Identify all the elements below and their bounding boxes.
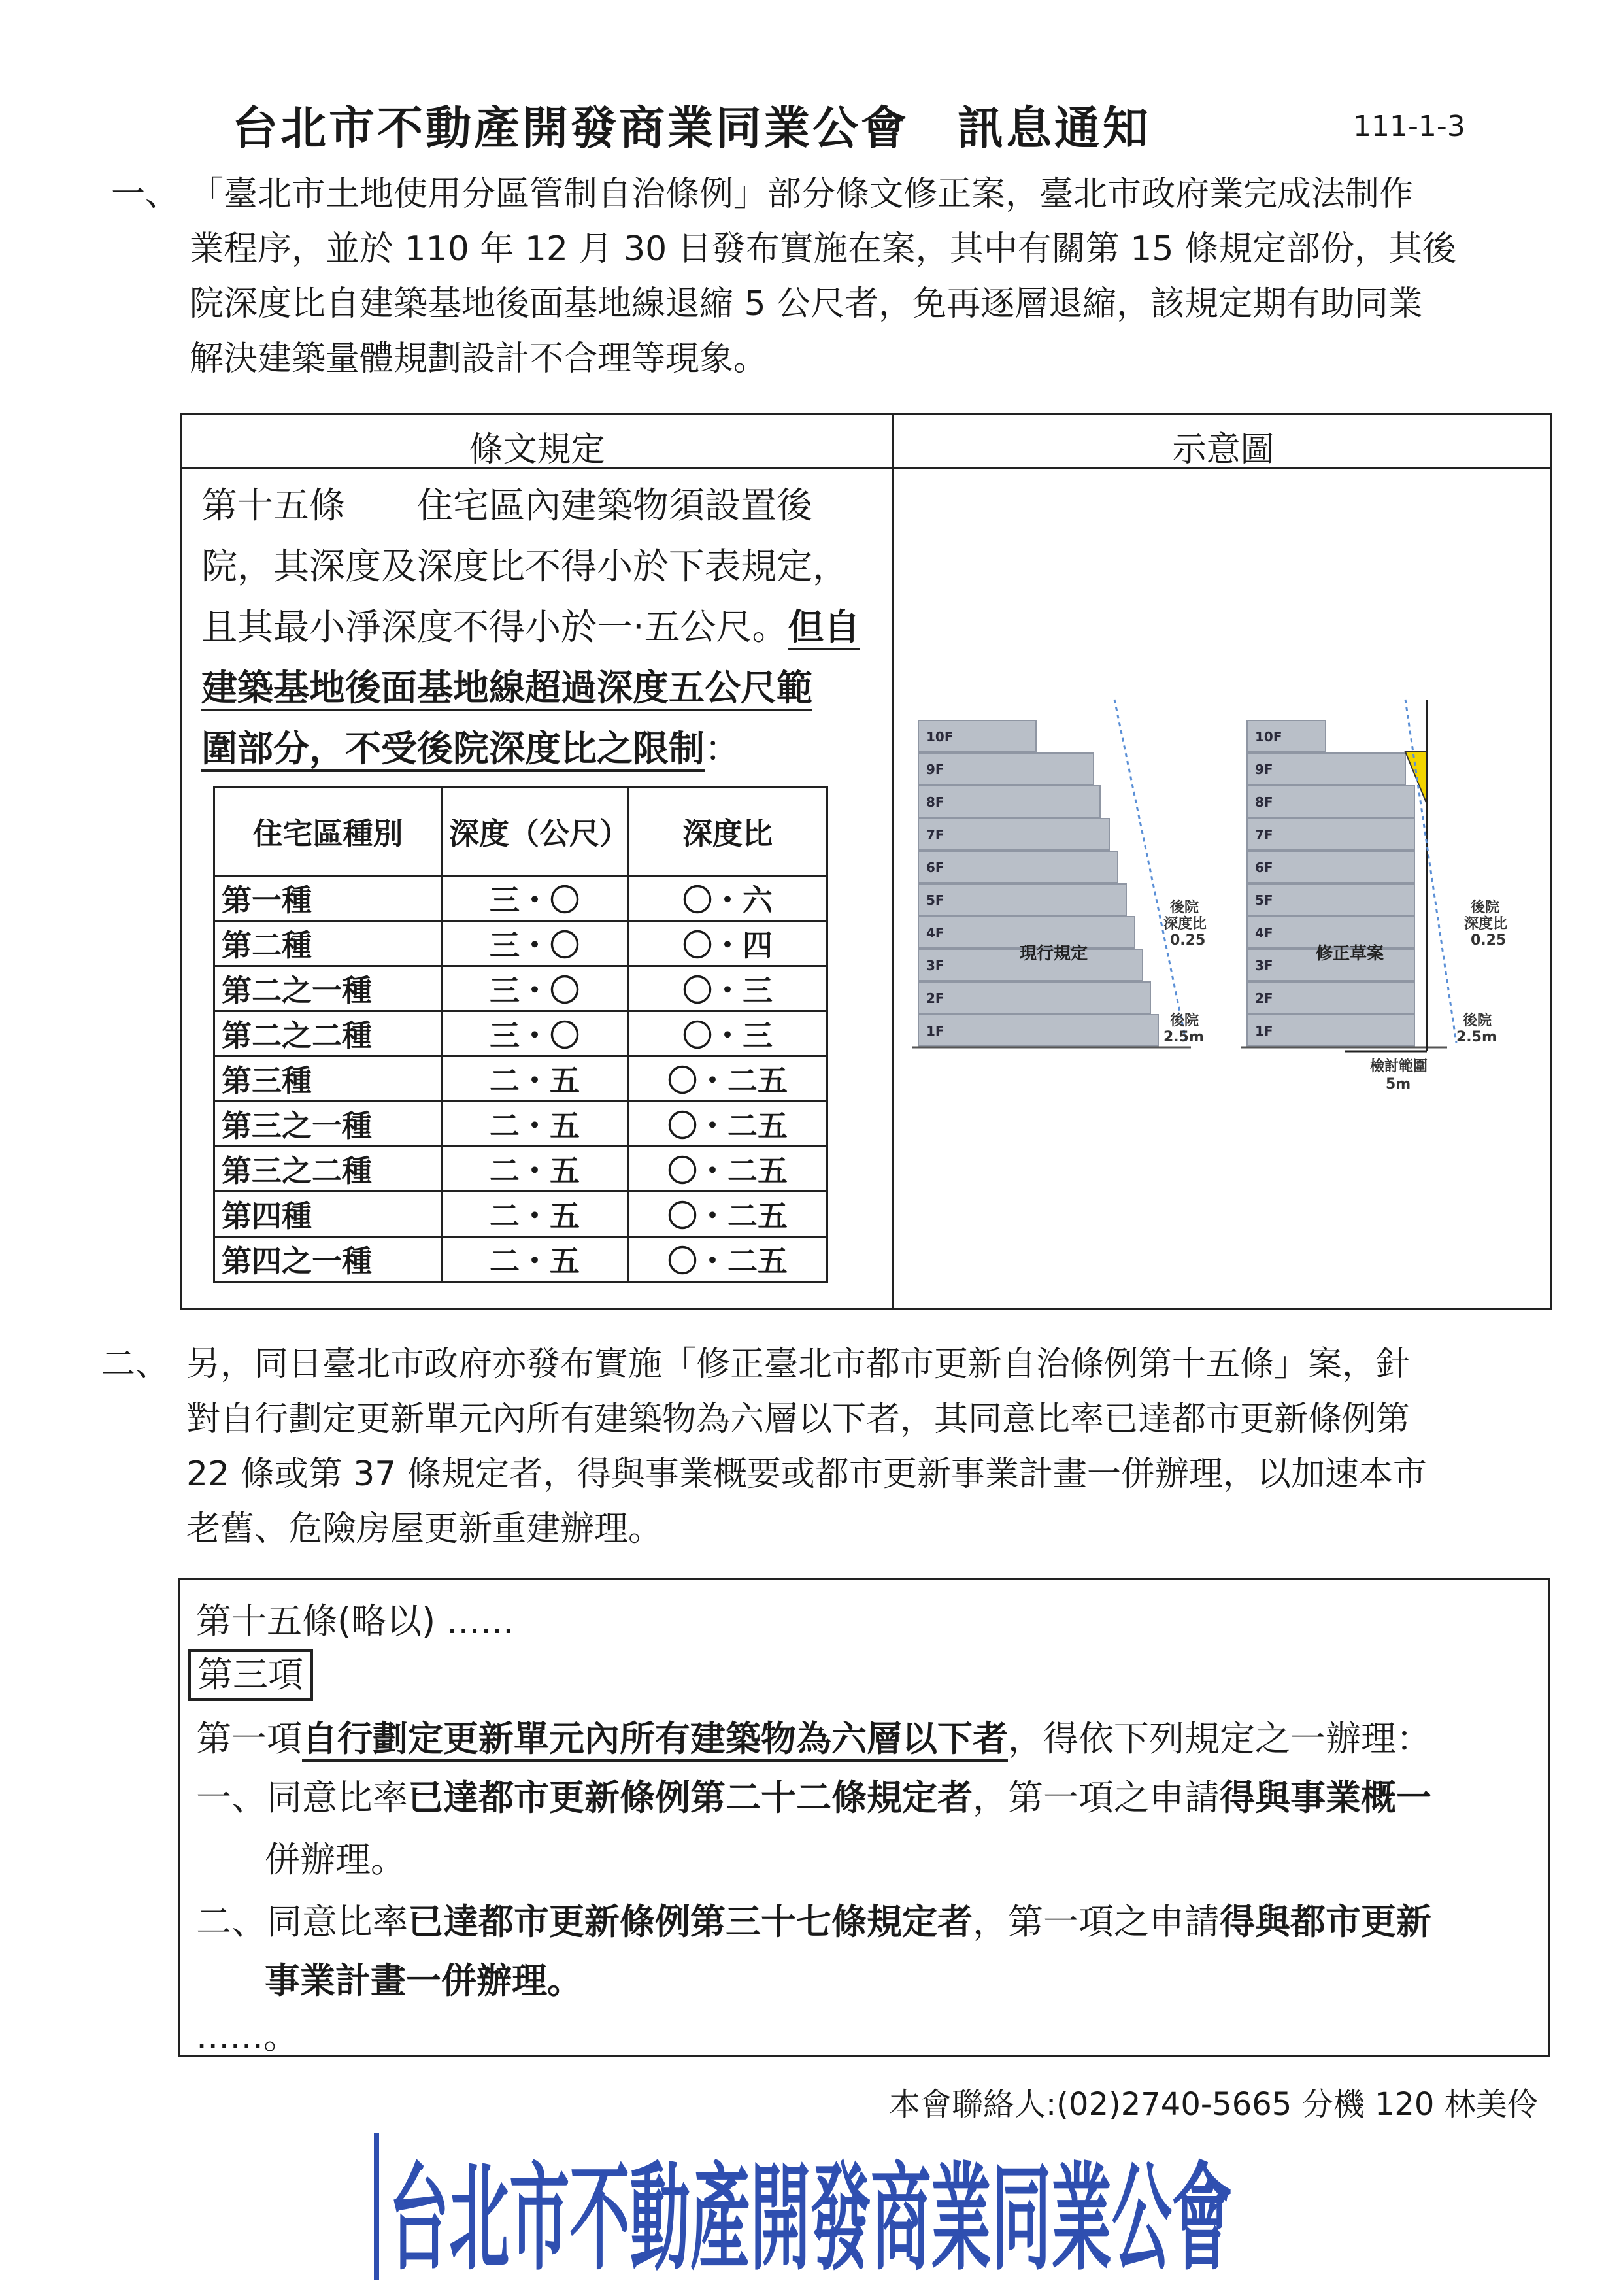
- zone-ratio: 〇・二五: [628, 1147, 827, 1192]
- floor-label: 2F: [1255, 990, 1273, 1006]
- floor-blocks: [912, 720, 1191, 1047]
- zone-type: 第三種: [214, 1056, 442, 1102]
- ratio-label: 深度比: [1464, 916, 1508, 932]
- floor-block: [918, 819, 1109, 850]
- zone-depth: 三・〇: [442, 966, 628, 1011]
- zone-depth: 三・〇: [442, 1011, 628, 1056]
- article-plain: ：: [705, 728, 741, 769]
- depth-value: 2.5m: [1163, 1029, 1204, 1045]
- article-line: [201, 597, 860, 658]
- box-line: [188, 1649, 313, 1701]
- section-2-number: 二、: [101, 1345, 170, 1384]
- zone-depth: 三・〇: [442, 921, 628, 966]
- contact-person: 本會聯絡人:(02)2740-5665 分機 120 林美伶: [889, 2086, 1539, 2123]
- document-title: 台北市不動產開發商業同業公會 訊息通知: [232, 101, 1151, 155]
- box-emphasis: 得與事業概一: [1220, 1777, 1431, 1818]
- floor-block: [918, 753, 1094, 785]
- article-emphasis: 建築基地後面基地線超過深度五公尺範: [201, 667, 812, 711]
- box-line: ......。: [196, 2016, 299, 2057]
- article-emphasis: 但自: [788, 606, 860, 650]
- floor-block: [918, 851, 1118, 883]
- box-emphasis: 已達都市更新條例第三十七條規定者: [408, 1901, 973, 1942]
- zone-depth-table: [213, 786, 828, 1283]
- floor-block: [918, 884, 1126, 915]
- table-row: [214, 1011, 827, 1056]
- zone-ratio: 〇・二五: [628, 1192, 827, 1237]
- urban-renewal-article-box: [178, 1578, 1550, 2057]
- zone-type: 第三之二種: [214, 1147, 442, 1192]
- zone-header-type: 住宅區種別: [214, 788, 442, 876]
- floor-block: [918, 917, 1135, 948]
- article-line: 第十五條 住宅區內建築物須設置後: [201, 484, 813, 526]
- zone-depth: 二・五: [442, 1147, 628, 1192]
- table-row: [214, 876, 827, 921]
- floor-label: 1F: [1255, 1023, 1273, 1039]
- floor-label: 4F: [1255, 925, 1273, 941]
- section-1-line: 解決建築量體規劃設計不合理等現象。: [190, 339, 768, 379]
- association-stamp: [366, 2118, 1242, 2293]
- zone-depth: 二・五: [442, 1237, 628, 1282]
- box-line: [196, 1711, 1431, 1761]
- zone-header-depth: 深度（公尺）: [442, 788, 628, 876]
- table-row: [214, 966, 827, 1011]
- diagram-proposed-rule: [1241, 693, 1548, 1164]
- box-text: ，第一項之申請: [973, 1901, 1220, 1942]
- depth-label: 後院: [1170, 1013, 1199, 1029]
- floor-label: 9F: [926, 762, 944, 777]
- ratio-label: 深度比: [1163, 916, 1207, 932]
- table-column-divider: [892, 415, 894, 1308]
- zone-depth: 二・五: [442, 1102, 628, 1147]
- document-date: 111-1-3: [1353, 110, 1465, 143]
- floor-block: [918, 1015, 1158, 1046]
- item-label: 第三項: [188, 1649, 313, 1701]
- box-emphasis: 得與都市更新: [1220, 1901, 1431, 1942]
- zone-ratio: 〇・二五: [628, 1237, 827, 1282]
- box-emphasis: 已達都市更新條例第二十二條規定者: [408, 1777, 973, 1818]
- ratio-label: 後院: [1170, 900, 1199, 916]
- section-2-line: 22 條或第 37 條規定者，得與事業概要或都市更新事業計畫一併辦理，以加速本市: [186, 1455, 1427, 1494]
- zone-type: 第四之一種: [214, 1237, 442, 1282]
- article-line: 院，其深度及深度比不得小於下表規定，: [201, 545, 849, 587]
- article-plain: 且其最小淨深度不得小於一‧五公尺。: [201, 606, 788, 648]
- floor-label: 8F: [1255, 794, 1273, 810]
- zone-type: 第四種: [214, 1192, 442, 1237]
- floor-label: 9F: [1255, 762, 1273, 777]
- zone-type: 第二之二種: [214, 1011, 442, 1056]
- zone-ratio: 〇・三: [628, 966, 827, 1011]
- zone-ratio: 〇・三: [628, 1011, 827, 1056]
- box-line: 第十五條(略以) ......: [196, 1600, 514, 1642]
- box-line: [196, 1894, 1431, 1944]
- floor-label: 1F: [926, 1023, 944, 1039]
- section-2-body: [186, 1337, 1579, 1557]
- zone-ratio: 〇・二五: [628, 1056, 827, 1102]
- floor-label: 3F: [1255, 958, 1273, 973]
- floor-label: 6F: [926, 860, 944, 875]
- zone-depth: 二・五: [442, 1056, 628, 1102]
- diagram-current-label: 現行規定: [1020, 944, 1088, 964]
- table-header-diagram: 示意圖: [1172, 430, 1275, 469]
- floor-block: [918, 982, 1150, 1013]
- ratio-label: 後院: [1471, 900, 1500, 916]
- zone-type: 第二之一種: [214, 966, 442, 1011]
- stamp-text: 台北市不動產開發商業同業公會: [389, 2150, 1232, 2286]
- box-text: 二、同意比率: [196, 1901, 408, 1942]
- zone-type: 第三之一種: [214, 1102, 442, 1147]
- zone-depth: 二・五: [442, 1192, 628, 1237]
- section-2-line: 對自行劃定更新單元內所有建築物為六層以下者，其同意比率已達都市更新條例第: [186, 1400, 1411, 1439]
- floor-label: 5F: [926, 892, 944, 908]
- diagram-proposed-label: 修正草案: [1316, 944, 1384, 964]
- article-line: [201, 718, 860, 779]
- zone-type: 第二種: [214, 921, 442, 966]
- zone-table-header-row: [214, 788, 827, 876]
- box-text: ，得依下列規定之一辦理：: [1008, 1718, 1431, 1759]
- depth-label: 後院: [1463, 1013, 1492, 1029]
- section-2-line: 另，同日臺北市政府亦發布實施「修正臺北市都市更新自治條例第十五條」案，針: [186, 1345, 1411, 1384]
- section-1-number: 一、: [111, 175, 180, 214]
- box-line: [265, 1953, 582, 2003]
- table-row: [214, 1192, 827, 1237]
- zone-header-ratio: 深度比: [628, 788, 827, 876]
- box-line: 併辦理。: [265, 1839, 406, 1880]
- floor-label: 2F: [926, 990, 944, 1006]
- table-row: [214, 1056, 827, 1102]
- floor-label: 6F: [1255, 860, 1273, 875]
- zone-ratio: 〇・六: [628, 876, 827, 921]
- section-2-line: 老舊、危險房屋更新重建辦理。: [186, 1510, 663, 1549]
- diagram-current-rule: [912, 693, 1219, 1164]
- zone-ratio: 〇・二五: [628, 1102, 827, 1147]
- box-emphasis: 事業計畫一併辦理。: [265, 1960, 582, 2001]
- box-text: ，第一項之申請: [973, 1777, 1220, 1818]
- table-row: [214, 921, 827, 966]
- section-1-line: 院深度比自建築基地後面基地線退縮 5 公尺者，免再逐層退縮，該規定期有助同業: [190, 284, 1423, 324]
- article-line: [201, 658, 860, 718]
- ratio-value: 0.25: [1471, 932, 1507, 949]
- range-label: 檢討範圍: [1370, 1058, 1428, 1075]
- stamp-graphic: [366, 2118, 1242, 2293]
- depth-value: 2.5m: [1456, 1029, 1497, 1045]
- section-1-body: [190, 167, 1575, 386]
- box-text: 第一項: [196, 1718, 302, 1759]
- article-15-text: [201, 475, 860, 779]
- box-line: [196, 1770, 1431, 1820]
- table-row: [214, 1102, 827, 1147]
- floor-block: [918, 786, 1100, 817]
- table-header-provision: 條文規定: [469, 430, 605, 469]
- section-1-line: 「臺北市土地使用分區管制自治條例」部分條文修正案，臺北市政府業完成法制作: [190, 175, 1414, 214]
- box-text: 一、同意比率: [196, 1777, 408, 1818]
- box-emphasis: 自行劃定更新單元內所有建築物為六層以下者: [302, 1718, 1008, 1762]
- zone-ratio: 〇・四: [628, 921, 827, 966]
- floor-label: 3F: [926, 958, 944, 973]
- article-emphasis: 圍部分，不受後院深度比之限制: [201, 728, 705, 772]
- zone-depth: 三・〇: [442, 876, 628, 921]
- floor-label: 10F: [1255, 729, 1282, 745]
- floor-label: 7F: [1255, 827, 1273, 843]
- floor-label: 5F: [1255, 892, 1273, 908]
- floor-label: 10F: [926, 729, 954, 745]
- section-1-line: 業程序，並於 110 年 12 月 30 日發布實施在案，其中有關第 15 條規定部份，其後: [190, 229, 1456, 269]
- regulation-table: [180, 413, 1552, 1310]
- table-row: [214, 1237, 827, 1282]
- floor-label: 7F: [926, 827, 944, 843]
- ratio-value: 0.25: [1170, 932, 1206, 949]
- table-row: [214, 1147, 827, 1192]
- range-value: 5m: [1386, 1076, 1411, 1092]
- stamp-left-bar: [374, 2133, 379, 2280]
- zone-type: 第一種: [214, 876, 442, 921]
- floor-label: 8F: [926, 794, 944, 810]
- floor-label: 4F: [926, 925, 944, 941]
